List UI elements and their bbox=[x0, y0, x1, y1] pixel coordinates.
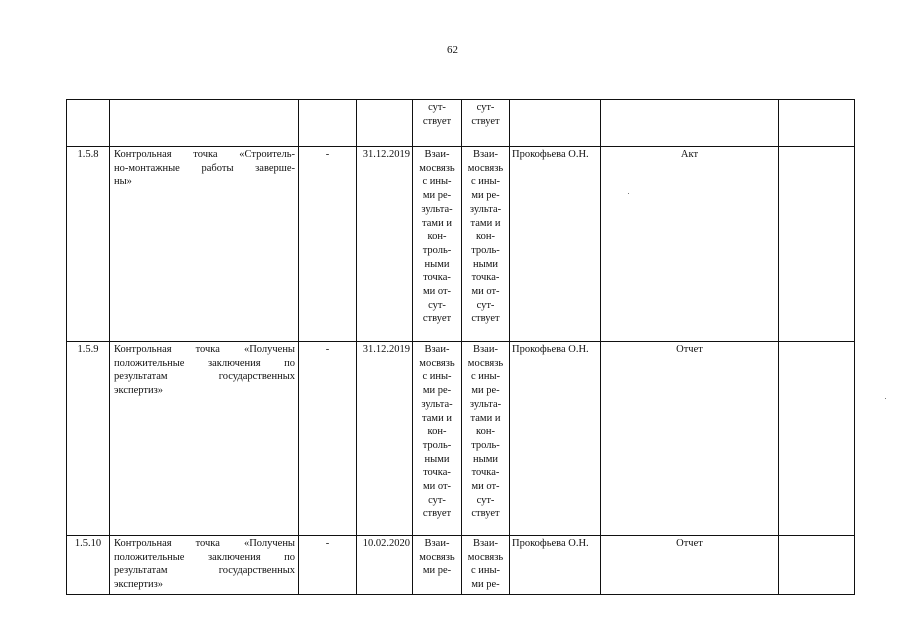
cell-relation-1 bbox=[413, 100, 462, 147]
row-number-text: 1.5.9 bbox=[77, 344, 99, 355]
relation-line: ствует bbox=[422, 508, 452, 520]
relation-line: точка- bbox=[423, 272, 451, 284]
row-dash bbox=[299, 147, 357, 342]
relation-line: ми ре- bbox=[422, 190, 452, 202]
relation-line: ными bbox=[473, 258, 498, 270]
relation-line: с ины- bbox=[470, 176, 501, 188]
relation-line: Взаи- bbox=[424, 149, 450, 160]
relation-line: ными bbox=[424, 258, 450, 270]
row-responsible bbox=[510, 536, 601, 595]
row-relation-2 bbox=[462, 536, 510, 595]
relation-line: ми от- bbox=[471, 286, 500, 298]
relation-line: точка- bbox=[471, 467, 500, 479]
row-responsible-text: Прокофьева О.Н. bbox=[512, 344, 589, 355]
relation-line: тами и bbox=[422, 217, 452, 229]
relation-line: ствует bbox=[422, 313, 452, 325]
row-dash bbox=[299, 342, 357, 536]
relation-line: ствует bbox=[471, 508, 500, 520]
relation-line: ствует bbox=[471, 313, 500, 325]
row-name-line: результатам государственных bbox=[114, 565, 295, 577]
row-number-text: 1.5.8 bbox=[77, 149, 99, 160]
row-name-line: Контрольная точка «Строитель- bbox=[114, 149, 295, 160]
row-relation-1 bbox=[413, 536, 462, 595]
relation-line: точка- bbox=[471, 272, 500, 284]
relation-line: сут- bbox=[428, 494, 446, 506]
row-responsible bbox=[510, 342, 601, 536]
row-dash bbox=[299, 536, 357, 595]
relation-line: ми ре- bbox=[471, 190, 500, 202]
relation-line: зульта- bbox=[469, 398, 502, 410]
relation-line: Взаи- bbox=[473, 149, 498, 160]
cell-relation-2 bbox=[462, 100, 510, 147]
relation-line: ми от- bbox=[422, 481, 452, 493]
relation-line: Взаи- bbox=[424, 344, 450, 355]
row-note bbox=[779, 536, 855, 595]
relation-line: ми ре- bbox=[422, 565, 452, 577]
relation-line: троль- bbox=[422, 439, 452, 451]
relation-line: сут- bbox=[476, 494, 495, 506]
row-date-text: 31.12.2019 bbox=[362, 149, 410, 160]
table-row bbox=[67, 342, 855, 536]
row-relation-2 bbox=[462, 147, 510, 342]
relation-line: сут- bbox=[428, 299, 446, 311]
table-row bbox=[67, 147, 855, 342]
cell-date bbox=[357, 100, 413, 147]
row-document-text: Отчет bbox=[676, 344, 703, 355]
row-document-text: Акт bbox=[680, 149, 699, 160]
relation-line: тами и bbox=[470, 412, 501, 424]
row-name-line: Контрольная точка «Получены bbox=[114, 344, 295, 355]
relation-line: кон- bbox=[427, 426, 447, 438]
row-number bbox=[67, 536, 110, 595]
cell-name bbox=[110, 100, 299, 147]
relation-line: Взаи- bbox=[473, 344, 498, 355]
row-note bbox=[779, 147, 855, 342]
table-row-continuation bbox=[67, 100, 855, 147]
row-number-text: 1.5.10 bbox=[74, 538, 102, 549]
table-row bbox=[67, 536, 855, 595]
row-document-text: Отчет bbox=[676, 538, 703, 549]
page-number: 62 bbox=[447, 44, 458, 56]
row-responsible bbox=[510, 147, 601, 342]
relation-line: ми ре- bbox=[422, 385, 452, 397]
row-document bbox=[601, 147, 779, 342]
relation-line: ными bbox=[424, 453, 450, 465]
relation-line: мосвязь bbox=[419, 162, 455, 174]
relation-line: зульта- bbox=[469, 203, 502, 215]
row-name bbox=[110, 147, 299, 342]
row-document bbox=[601, 342, 779, 536]
row-date bbox=[357, 147, 413, 342]
relation-line: мосвязь bbox=[467, 551, 504, 563]
row-dash-text: - bbox=[325, 344, 330, 355]
row-name bbox=[110, 536, 299, 595]
scan-speck bbox=[628, 193, 629, 194]
relation-line: сут- bbox=[428, 102, 446, 113]
relation-line: Взаи- bbox=[424, 538, 450, 549]
row-name-line: результатам государственных bbox=[114, 371, 295, 383]
row-name-line: ны» bbox=[114, 176, 132, 188]
relation-line: ми ре- bbox=[471, 579, 500, 591]
row-dash-text: - bbox=[325, 149, 330, 160]
relation-line: ми ре- bbox=[471, 385, 500, 397]
row-date bbox=[357, 342, 413, 536]
relation-line: мосвязь bbox=[467, 357, 504, 369]
relation-line: кон- bbox=[476, 426, 495, 438]
cell-note bbox=[779, 100, 855, 147]
row-name-line: экспертиз» bbox=[114, 385, 164, 397]
relation-line: Взаи- bbox=[473, 538, 498, 549]
relation-line: мосвязь bbox=[419, 357, 455, 369]
row-relation-1 bbox=[413, 147, 462, 342]
relation-line: точка- bbox=[423, 467, 451, 479]
row-responsible-text: Прокофьева О.Н. bbox=[512, 149, 589, 160]
row-dash-text: - bbox=[325, 538, 330, 549]
relation-line: зульта- bbox=[421, 203, 453, 215]
row-date-text: 31.12.2019 bbox=[362, 344, 410, 355]
cell-num bbox=[67, 100, 110, 147]
relation-line: зульта- bbox=[421, 398, 453, 410]
relation-line: ми от- bbox=[471, 481, 500, 493]
relation-line: ствует bbox=[422, 115, 452, 127]
relation-line: тами и bbox=[470, 217, 501, 229]
relation-line: тами и bbox=[422, 412, 452, 424]
row-date-text: 10.02.2020 bbox=[362, 538, 410, 549]
relation-line: кон- bbox=[476, 231, 495, 243]
row-document bbox=[601, 536, 779, 595]
relation-line: мосвязь bbox=[419, 551, 455, 563]
row-relation-1 bbox=[413, 342, 462, 536]
row-name bbox=[110, 342, 299, 536]
relation-line: с ины- bbox=[470, 371, 501, 383]
row-number bbox=[67, 147, 110, 342]
relation-line: троль- bbox=[471, 439, 500, 451]
relation-line: мосвязь bbox=[467, 162, 504, 174]
relation-line: сут- bbox=[476, 299, 495, 311]
relation-line: троль- bbox=[471, 244, 500, 256]
relation-line: с ины- bbox=[422, 176, 452, 188]
row-number bbox=[67, 342, 110, 536]
relation-line: ствует bbox=[471, 115, 500, 127]
row-date bbox=[357, 536, 413, 595]
cell-responsible bbox=[510, 100, 601, 147]
scan-speck bbox=[885, 398, 886, 399]
row-relation-2 bbox=[462, 342, 510, 536]
schedule-table bbox=[66, 99, 855, 595]
relation-line: троль- bbox=[422, 244, 452, 256]
relation-line: ми от- bbox=[422, 286, 452, 298]
relation-line: кон- bbox=[427, 231, 447, 243]
row-responsible-text: Прокофьева О.Н. bbox=[512, 538, 589, 549]
row-name-line: Контрольная точка «Получены bbox=[114, 538, 295, 549]
relation-line: ными bbox=[473, 453, 498, 465]
cell-dash bbox=[299, 100, 357, 147]
row-name-line: экспертиз» bbox=[114, 579, 164, 591]
relation-line: с ины- bbox=[470, 565, 501, 577]
row-name-line: положительные заключения по bbox=[114, 551, 295, 563]
cell-document bbox=[601, 100, 779, 147]
relation-line: с ины- bbox=[422, 371, 452, 383]
relation-line: сут- bbox=[476, 102, 495, 113]
row-note bbox=[779, 342, 855, 536]
row-name-line: но-монтажные работы заверше- bbox=[114, 162, 295, 174]
row-name-line: положительные заключения по bbox=[114, 357, 295, 369]
